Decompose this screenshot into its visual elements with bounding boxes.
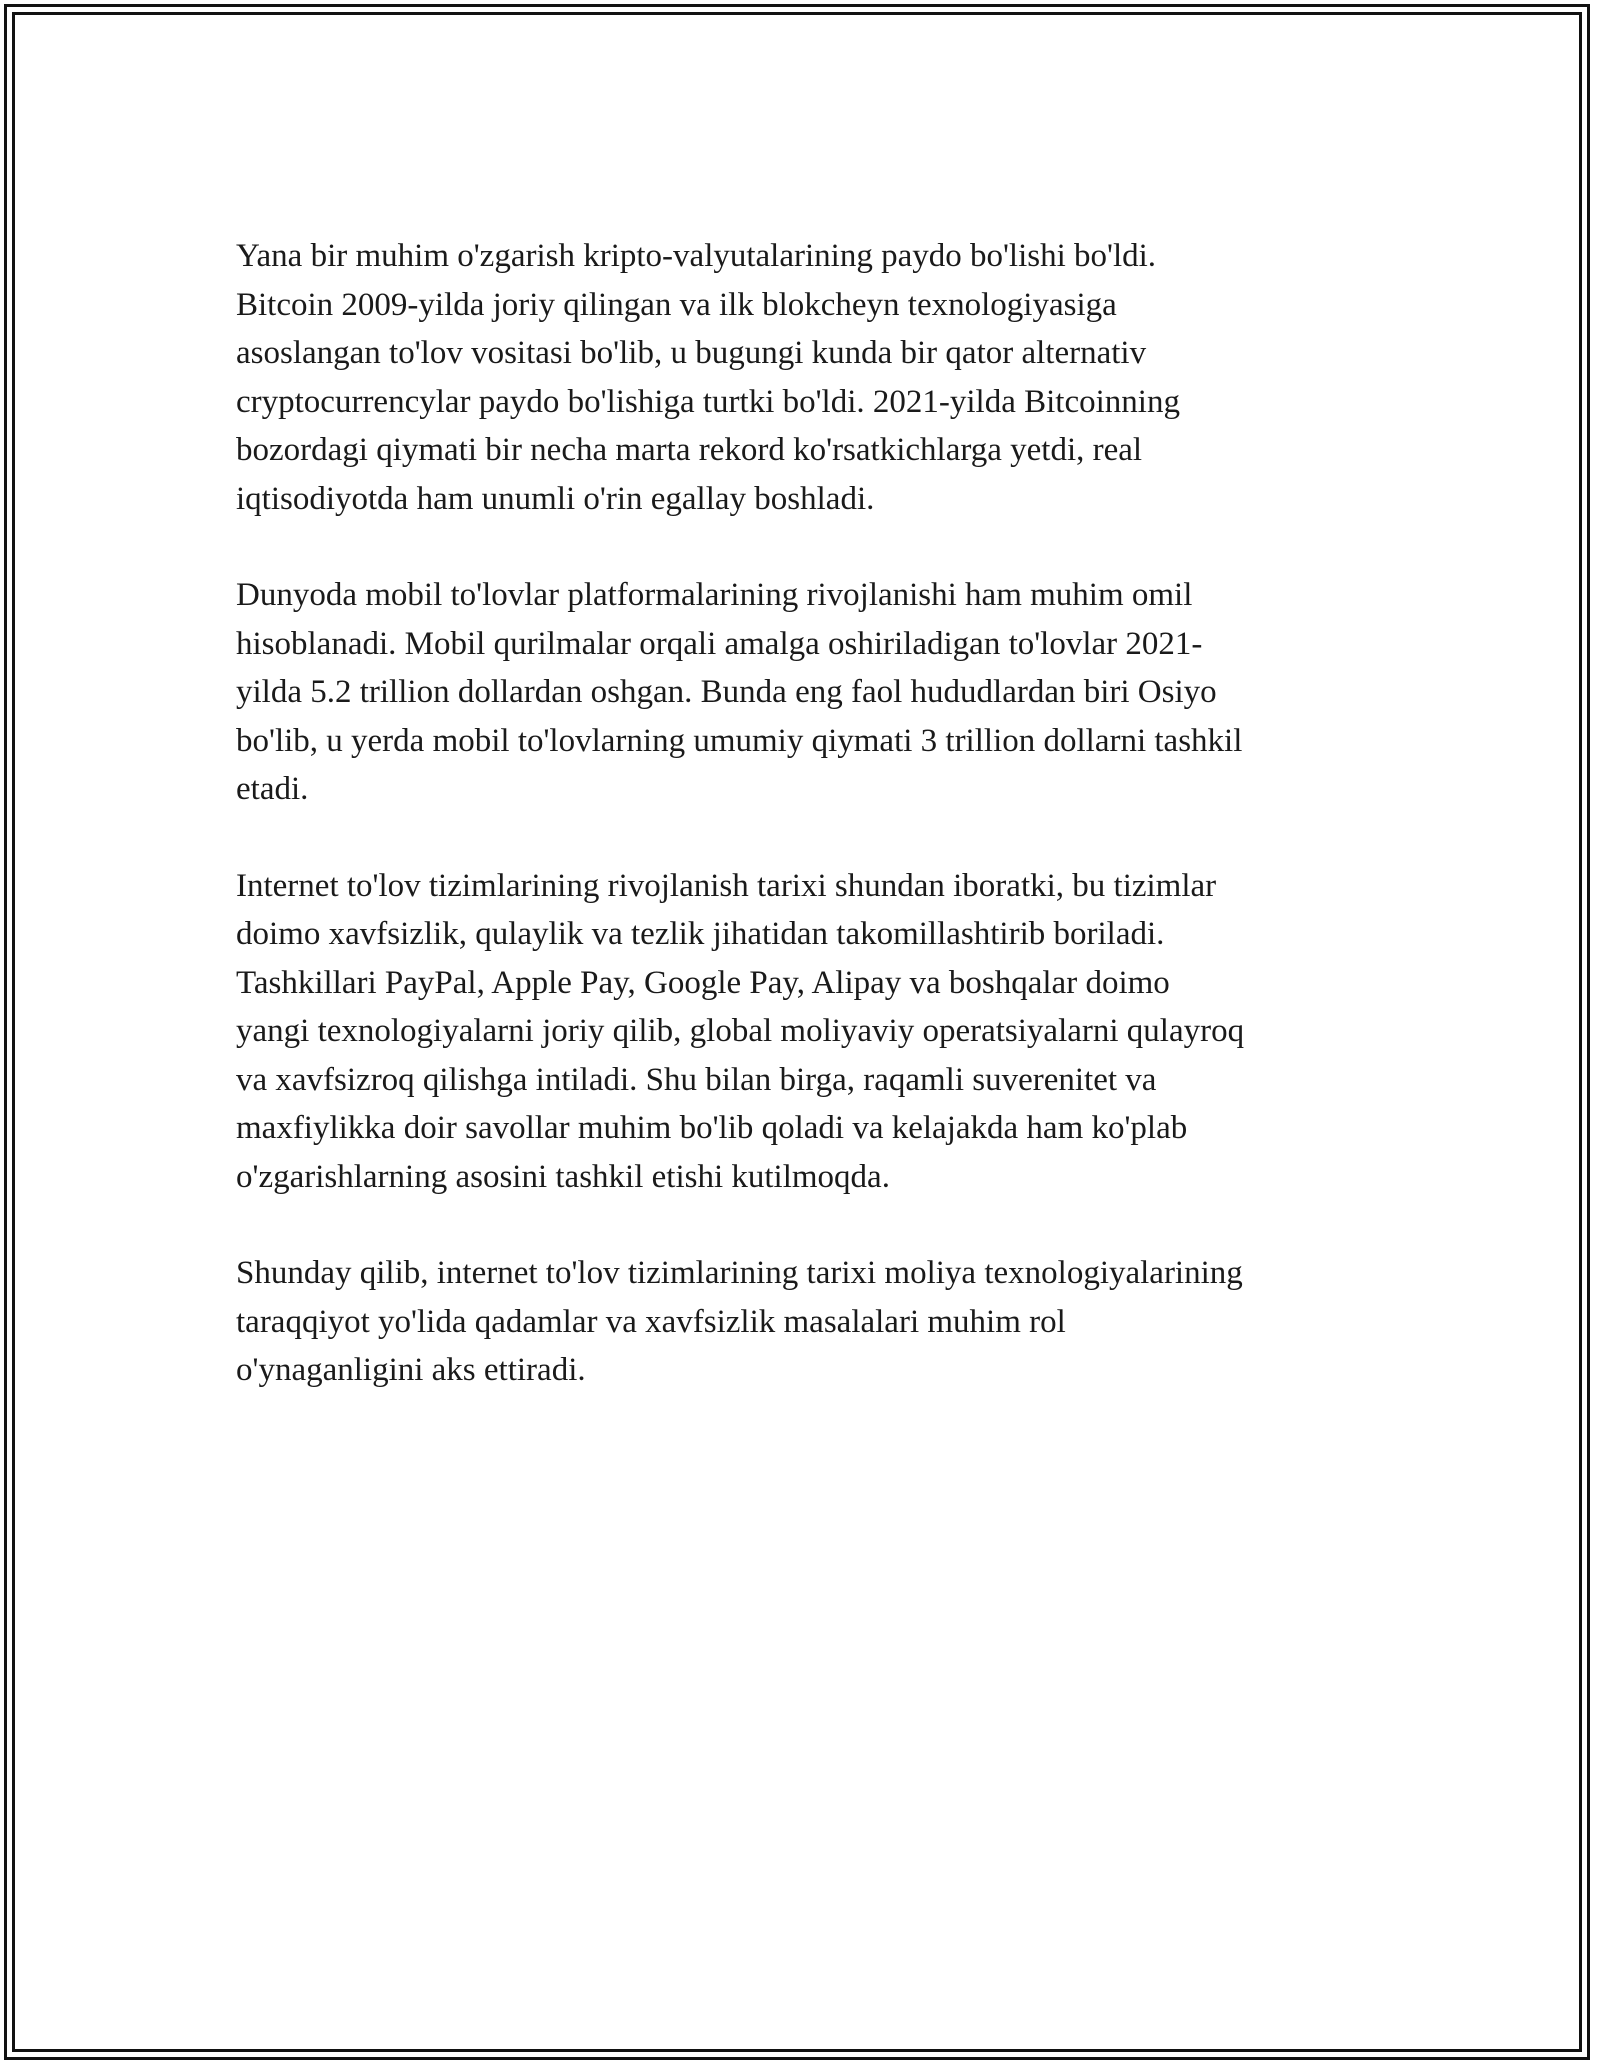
paragraph-payment-systems-history: Internet to'lov tizimlarining rivojlanish tarixi shundan iboratki, bu tizimlar doimo xavfsizlik, qulaylik va tezlik jihatidan takomillashtirib boriladi. Tashkillari PayPal, Apple Pay, Google Pay, Alipay va boshqalar doimo yangi texnologiyalarni joriy qilib, global moliyaviy operatsiyalarni qulayroq va xavfsizroq qilishga intiladi. Shu bilan birga, raqamli suverenitet va maxfiylikka doir savollar muhim bo'lib qoladi va kelajakda ham ko'plab o'zgarishlarning asosini tashkil etishi kutilmoqda. <box>236 867 1245 1195</box>
paragraph-mobile-payments: Dunyoda mobil to'lovlar platformalarining rivojlanishi ham muhim omil hisoblanadi. Mobil qurilmalar orqali amalga oshiriladigan to'lovlar 2021- yilda 5.2 trillion dollardan oshgan. Bunda eng faol hududlardan biri Osiyo bo'lib, u yerda mobil to'lovlarning umumiy qiymati 3 trillion dollarni tashkil etadi. <box>236 577 1243 807</box>
document-body <box>236 232 1366 1443</box>
paragraph-conclusion: Shunday qilib, internet to'lov tizimlarining tarixi moliya texnologiyalarining taraqqiyot yo'lida qadamlar va xavfsizlik masalalari muhim rol o'ynaganligini aks ettiradi. <box>236 1255 1243 1388</box>
paragraph-cryptocurrency: Yana bir muhim o'zgarish kripto-valyutalarining paydo bo'lishi bo'ldi. Bitcoin 2009-yilda joriy qilingan va ilk blokcheyn texnologiyasiga asoslangan to'lov vositasi bo'lib, u bugungi kunda bir qator alternativ cryptocurrencylar paydo bo'lishiga turtki bo'ldi. 2021-yilda Bitcoinning bozordagi qiymati bir necha marta rekord ko'rsatkichlarga yetdi, real iqtisodiyotda ham unumli o'rin egallay boshladi. <box>236 238 1180 517</box>
